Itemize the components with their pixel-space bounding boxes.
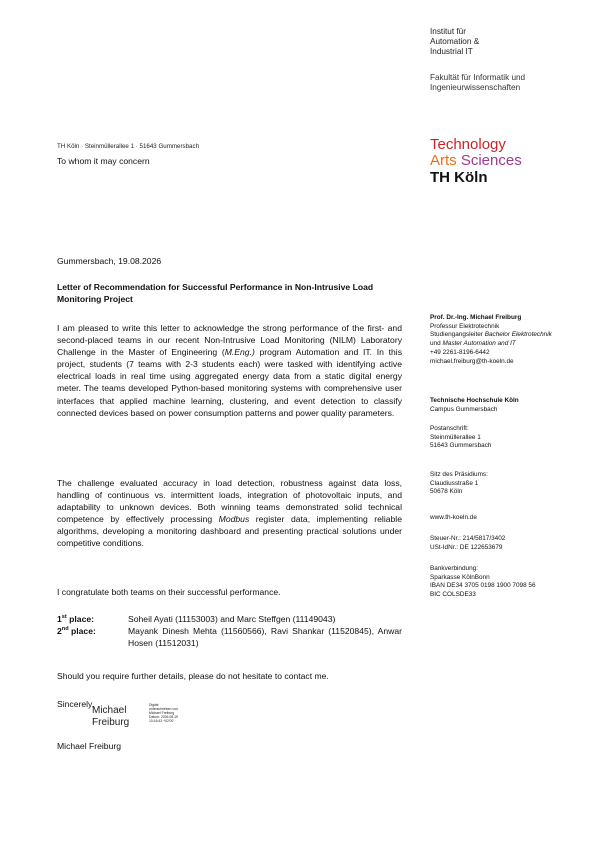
text-run: und bbox=[430, 340, 443, 348]
digital-signature-name bbox=[92, 705, 129, 729]
institute-name bbox=[430, 27, 479, 58]
institute-line: Automation & bbox=[430, 37, 480, 47]
recipient: To whom it may concern bbox=[57, 156, 150, 166]
contact-person bbox=[430, 314, 552, 366]
places-list bbox=[57, 613, 402, 649]
organization bbox=[430, 397, 519, 414]
faculty-line: Fakultät für Informatik und bbox=[430, 73, 526, 82]
place-label bbox=[57, 613, 128, 625]
place-row bbox=[57, 625, 402, 649]
tax-number: Steuer-Nr.: 214/5817/3402 bbox=[430, 535, 506, 542]
bank-bic: BIC COLSDE33 bbox=[430, 591, 476, 599]
postal-label: Postanschrift: bbox=[430, 425, 469, 432]
place-label bbox=[57, 625, 128, 649]
text-run: Studiengangsleiter bbox=[430, 331, 485, 339]
org-name: Technische Hochschule Köln bbox=[430, 397, 519, 404]
signature-detail-line: unterschrieben von bbox=[149, 707, 178, 712]
bank-name: Sparkasse KölnBonn bbox=[430, 573, 490, 581]
seat-street: Claudiusstraße 1 bbox=[430, 479, 479, 487]
postal-city: 51643 Gummersbach bbox=[430, 442, 492, 450]
contact-role bbox=[430, 340, 552, 349]
contact-phone: +49 2261-8196-6442 bbox=[430, 348, 490, 356]
place-number: 2 bbox=[57, 626, 62, 637]
postal-street: Steinmüllerallee 1 bbox=[430, 433, 481, 441]
contact-role bbox=[430, 331, 552, 340]
faculty-line: Ingenieurwissenschaften bbox=[430, 83, 521, 93]
org-campus: Campus Gummersbach bbox=[430, 405, 498, 413]
contact-name: Prof. Dr.-Ing. Michael Freiburg bbox=[430, 314, 522, 321]
digital-signature-details bbox=[149, 703, 209, 723]
seat-city: 50678 Köln bbox=[430, 488, 463, 496]
contact-title: Professur Elektrotechnik bbox=[430, 322, 500, 330]
vat-id: USt-IdNr.: DE 122653679 bbox=[430, 543, 503, 551]
text-run-italic: M.Eng.) bbox=[224, 347, 255, 358]
website-link[interactable]: www.th-koeln.de bbox=[430, 514, 477, 521]
logo-arts-sciences bbox=[430, 153, 522, 169]
body-paragraph-4: Should you require further details, please do not hesitate to contact me. bbox=[57, 671, 329, 681]
sender-line: TH Köln · Steinmüllerallee 1 · 51643 Gummersbach bbox=[57, 143, 200, 150]
closing: Sincerely, bbox=[57, 699, 95, 709]
body-paragraph-2 bbox=[57, 477, 402, 550]
place-number: 1 bbox=[57, 614, 62, 624]
signature-detail-line: Michael Freiburg bbox=[149, 711, 175, 716]
th-koeln-logo bbox=[430, 137, 522, 186]
signer-name: Michael Freiburg bbox=[57, 741, 121, 751]
text-run: program Automation and IT. In this project, students (7 teams with 2-3 students each) were tasked with identifying active electrical loads in real time using aggregated energy data from a static digital energy meter. The teams developed Python-based monitoring systems with comprehensive user interfaces that applied machine learning, clustering, and event detection to classify connected devices based on power consumption patterns and power quality parameters. bbox=[57, 347, 402, 418]
place-winners: Soheil Ayati (11153003) and Marc Steffgen (11149043) bbox=[128, 614, 336, 624]
logo-arts: Arts bbox=[430, 152, 457, 169]
text-run: The challenge evaluated accuracy in load detection, robustness against data loss, handling of continuous vs. intermittent loads, integration of photovoltaic inputs, and adaptability to unknown devices. Both winning teams demonstrated solid technical competence by effectively processing bbox=[57, 478, 402, 525]
faculty-name bbox=[430, 73, 525, 93]
text-run: register data, implementing reliable algorithms, developing a monitoring dashboard and presenting practical solutions under competitive conditions. bbox=[57, 514, 402, 549]
bank-label: Bankverbindung: bbox=[430, 565, 478, 572]
tax-info bbox=[430, 535, 505, 552]
place-word: place: bbox=[68, 626, 96, 637]
logo-sciences: Sciences bbox=[460, 152, 522, 169]
signature-detail-line: Digital bbox=[149, 703, 159, 707]
contact-email[interactable]: michael.freiburg@th-koeln.de bbox=[430, 357, 514, 365]
place-suffix: st bbox=[61, 614, 67, 621]
seat-label: Sitz des Präsidiums: bbox=[430, 471, 488, 478]
logo-technology: Technology bbox=[430, 136, 506, 153]
signature-first-name: Michael bbox=[92, 705, 127, 716]
letter-subject: Letter of Recommendation for Successful Performance in Non-Intrusive Load Monitoring Project bbox=[57, 282, 374, 304]
bank-info bbox=[430, 565, 536, 600]
text-run: I am pleased to write this letter to acknowledge the strong performance of the first- and second-placed teams in our recent Non-Intrusive Load Monitoring (NILM) Laboratory Challenge in the Master of Engineering ( bbox=[57, 323, 402, 358]
letter-date: Gummersbach, 19.08.2026 bbox=[57, 256, 162, 266]
presidium-address bbox=[430, 471, 488, 497]
text-run-italic: Bachelor Elektrotechnik bbox=[484, 331, 552, 339]
place-winners: Mayank Dinesh Mehta (11560566), Ravi Shankar (11520845), Anwar Hosen (11512031) bbox=[128, 626, 402, 649]
body-paragraph-1 bbox=[57, 322, 402, 419]
body-paragraph-3: I congratulate both teams on their successful performance. bbox=[57, 587, 281, 597]
place-word: place: bbox=[66, 614, 94, 624]
institute-line: Industrial IT bbox=[430, 47, 473, 57]
text-run-italic: Modbus bbox=[218, 514, 250, 525]
logo-th-koeln: TH Köln bbox=[430, 169, 488, 186]
postal-address bbox=[430, 425, 491, 451]
text-run-italic: Master Automation and IT bbox=[442, 340, 516, 348]
institute-line: Institut für bbox=[430, 27, 466, 36]
signature-detail-line: Datum: 2026.08.19 bbox=[149, 715, 178, 720]
place-row bbox=[57, 613, 402, 625]
signature-detail-line: 10:16:43 +02'00' bbox=[149, 719, 174, 724]
signature-last-name: Freiburg bbox=[92, 717, 130, 728]
place-suffix: nd bbox=[61, 626, 69, 633]
bank-iban: IBAN DE34 3705 0198 1900 7098 56 bbox=[430, 582, 536, 590]
